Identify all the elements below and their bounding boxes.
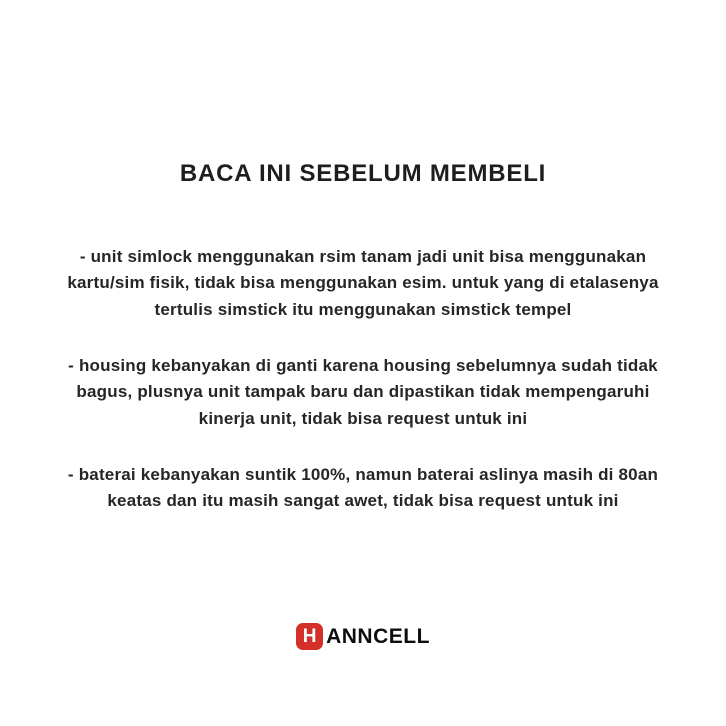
notice-paragraph-housing: - housing kebanyakan di ganti karena housing sebelumnya sudah tidak bagus, plusnya unit tampak baru dan dipastikan tidak mempengaruhi kinerja unit, tidak bisa request untuk ini xyxy=(68,356,658,428)
page-title: BACA INI SEBELUM MEMBELI xyxy=(179,160,547,187)
brand-icon-letter: H xyxy=(302,626,317,647)
notice-paragraphs xyxy=(63,244,663,515)
notice-paragraph-simlock: - unit simlock menggunakan rsim tanam jadi unit bisa menggunakan kartu/sim fisik, tidak bisa menggunakan esim. untuk yang di etalasenya tertulis simstick itu menggunakan simstick tempel xyxy=(67,247,659,319)
brand-logo xyxy=(0,623,726,650)
brand-h-icon xyxy=(296,623,323,650)
notice-paragraph-battery: - baterai kebanyakan suntik 100%, namun baterai aslinya masih di 80an keatas dan itu masih sangat awet, tidak bisa request untuk ini xyxy=(67,465,659,511)
brand-wordmark: ANNCELL xyxy=(326,624,430,648)
